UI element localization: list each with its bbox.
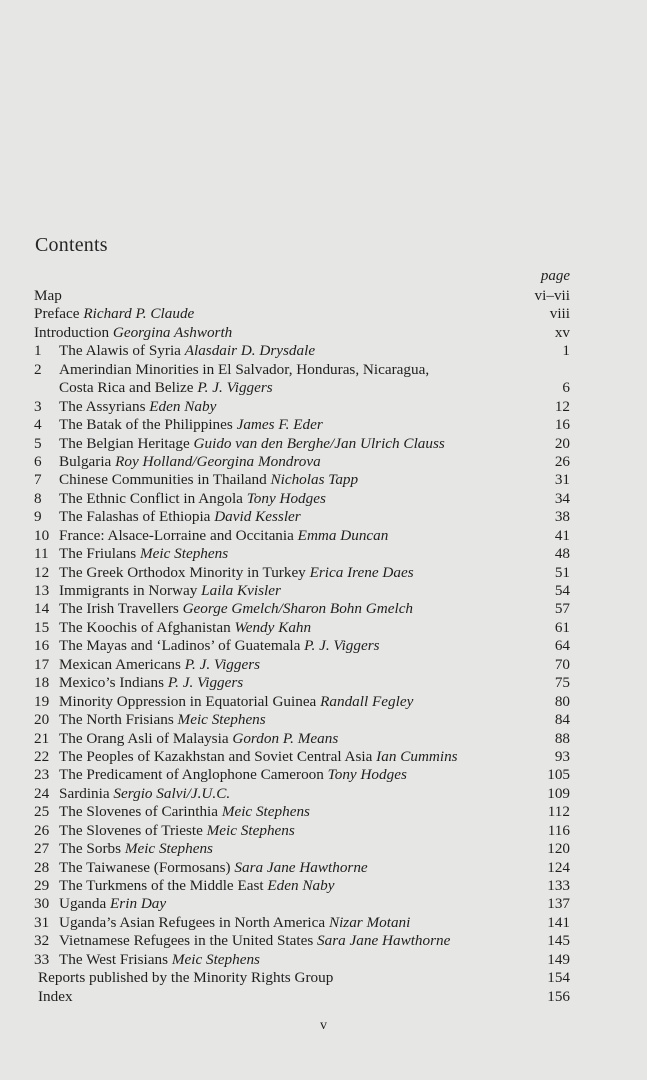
entry-page: 12 — [554, 397, 570, 415]
entry-text — [59, 619, 532, 637]
entry-title: Minority Oppression in Equatorial Guinea — [59, 692, 317, 710]
entry-title: The Falashas of Ethiopia — [59, 508, 211, 526]
entry-title: The North Frisians — [59, 711, 174, 729]
toc-entry — [34, 564, 570, 582]
entry-author: Alasdair D. Drysdale — [184, 342, 316, 360]
entry-page: 133 — [547, 877, 570, 894]
entry-title: The Koochis of Afghanistan — [59, 618, 231, 636]
entry-page: 1 — [562, 342, 570, 360]
chapter-number: 1 — [34, 342, 42, 360]
entry-author: David Kessler — [214, 508, 301, 526]
chapter-number: 8 — [34, 489, 42, 507]
chapter-number: 13 — [34, 582, 50, 599]
toc-entry — [34, 674, 570, 692]
entry-page: 34 — [554, 489, 570, 507]
chapter-number: 23 — [34, 766, 50, 784]
entry-author: Laila Kvisler — [201, 582, 281, 599]
toc-entry — [34, 932, 570, 950]
entry-text — [59, 453, 532, 471]
table-of-contents — [34, 287, 570, 1006]
entry-text — [59, 803, 532, 821]
entry-title: France: Alsace-Lorraine and Occitania — [59, 526, 294, 544]
chapter-number: 6 — [34, 452, 42, 470]
chapter-number: 26 — [34, 821, 50, 839]
entry-title: The Alawis of Syria — [59, 342, 181, 360]
chapter-number: 3 — [34, 397, 42, 415]
toc-entry — [34, 342, 570, 360]
entry-author: P. J. Viggers — [304, 637, 380, 655]
chapter-number: 29 — [34, 877, 50, 894]
entry-title: Introduction — [34, 323, 110, 341]
entry-author: Tony Hodges — [327, 766, 407, 784]
chapter-number: 2 — [34, 360, 42, 378]
entry-text — [59, 471, 532, 489]
chapter-number: 28 — [34, 858, 50, 876]
entry-text — [59, 914, 532, 932]
chapter-number: 21 — [34, 729, 50, 747]
entry-page: 75 — [554, 674, 570, 692]
entry-title: The West Frisians — [59, 950, 169, 968]
entry-page: 124 — [547, 858, 570, 876]
entry-title: The Slovenes of Carinthia — [59, 803, 219, 821]
toc-entry — [34, 766, 570, 784]
entry-title: The Predicament of Anglophone Cameroon — [59, 766, 324, 784]
toc-entry — [34, 305, 570, 323]
entry-author: Meic Stephens — [140, 545, 229, 563]
entry-title: Sardinia — [59, 784, 110, 802]
entry-author: Sergio Salvi/J.U.C. — [113, 784, 231, 802]
entry-title: The Ethnic Conflict in Angola — [59, 489, 243, 507]
entry-author: Richard P. Claude — [83, 305, 195, 323]
entry-page: 70 — [554, 655, 570, 673]
entry-text — [59, 508, 532, 526]
toc-entry — [34, 545, 570, 563]
toc-entry — [34, 951, 570, 969]
chapter-number: 33 — [34, 950, 50, 968]
toc-entry — [34, 914, 570, 932]
entry-title: Costa Rica and Belize — [59, 379, 194, 397]
entry-text — [34, 287, 527, 305]
chapter-number: 16 — [34, 637, 50, 655]
entry-text — [59, 637, 532, 655]
toc-entry — [34, 379, 570, 397]
chapter-number: 11 — [34, 545, 49, 563]
entry-text — [34, 324, 532, 342]
entry-title: The Peoples of Kazakhstan and Soviet Central Asia — [59, 747, 373, 765]
entry-page: 41 — [554, 526, 570, 544]
entry-title: Map — [34, 287, 62, 304]
entry-page: 116 — [547, 821, 570, 839]
chapter-number: 9 — [34, 508, 42, 526]
entry-page: 16 — [554, 416, 570, 434]
toc-entry — [34, 859, 570, 877]
entry-author: Randall Fegley — [320, 692, 414, 710]
toc-entry — [34, 471, 570, 489]
page-number: v — [320, 1018, 327, 1033]
entry-author: Eden Naby — [267, 877, 335, 894]
chapter-number: 14 — [34, 600, 50, 618]
toc-entry — [34, 435, 570, 453]
page-column-label: page — [540, 268, 570, 284]
toc-entry — [34, 895, 570, 913]
entry-author: P. J. Viggers — [184, 655, 261, 673]
entry-title: The Orang Asli of Malaysia — [59, 729, 229, 747]
chapter-number: 4 — [34, 416, 42, 434]
toc-entry — [34, 637, 570, 655]
entry-author: Sara Jane Hawthorne — [234, 858, 368, 876]
toc-entry — [34, 398, 570, 416]
entry-title: The Batak of the Philippines — [59, 416, 233, 434]
entry-text — [38, 969, 532, 987]
chapter-number: 30 — [34, 895, 50, 913]
entry-text — [59, 342, 532, 360]
entry-page: 141 — [547, 913, 570, 931]
entry-author: Erin Day — [110, 895, 167, 913]
entry-page: 54 — [554, 582, 570, 599]
entry-text — [59, 545, 532, 563]
entry-title: The Taiwanese (Formosans) — [59, 858, 231, 876]
entry-author: George Gmelch/Sharon Bohn Gmelch — [182, 600, 414, 618]
toc-entry — [34, 656, 570, 674]
entry-text — [59, 527, 532, 545]
entry-page: vi–vii — [534, 287, 570, 304]
entry-text — [59, 895, 532, 913]
entry-text — [59, 877, 532, 895]
entry-author: Meic Stephens — [124, 840, 213, 858]
entry-page: 64 — [554, 637, 570, 655]
chapter-number: 10 — [34, 526, 50, 544]
entry-text — [59, 730, 532, 748]
chapter-number: 27 — [34, 840, 50, 858]
entry-title: Mexican Americans — [59, 655, 181, 673]
entry-page: 137 — [547, 895, 570, 913]
toc-entry — [34, 600, 570, 618]
entry-page: 26 — [554, 452, 570, 470]
toc-entry — [34, 988, 570, 1006]
toc-entry — [34, 416, 570, 434]
toc-entry — [34, 361, 570, 379]
entry-text — [59, 840, 532, 858]
entry-text — [59, 379, 532, 397]
entry-title: Mexico’s Indians — [59, 674, 165, 692]
entry-title: The Slovenes of Trieste — [59, 821, 203, 839]
entry-text — [34, 305, 532, 323]
entry-title: Bulgaria — [59, 452, 112, 470]
entry-page: 20 — [554, 434, 570, 452]
entry-page: 31 — [554, 471, 570, 489]
entry-author: Sara Jane Hawthorne — [317, 932, 451, 950]
chapter-number: 18 — [34, 674, 50, 692]
entry-text — [59, 859, 532, 877]
entry-page: 80 — [554, 692, 570, 710]
entry-page: 88 — [554, 729, 570, 747]
entry-text — [59, 361, 532, 379]
entry-author: Georgina Ashworth — [112, 323, 233, 341]
entry-page: 51 — [554, 563, 570, 581]
toc-entry — [34, 840, 570, 858]
chapter-number: 25 — [34, 803, 50, 821]
entry-page: 154 — [547, 969, 570, 987]
chapter-number: 31 — [34, 913, 50, 931]
entry-text — [59, 398, 532, 416]
entry-text — [59, 564, 532, 582]
entry-author: Gordon P. Means — [232, 729, 339, 747]
toc-entry — [34, 508, 570, 526]
toc-entry — [34, 822, 570, 840]
entry-title: Reports published by the Minority Rights Group — [38, 969, 334, 987]
entry-page: viii — [549, 305, 570, 323]
chapter-number: 19 — [34, 692, 50, 710]
toc-entry — [34, 527, 570, 545]
toc-entry — [34, 490, 570, 508]
entry-author: Guido van den Berghe/Jan Ulrich Clauss — [193, 434, 445, 452]
toc-entry — [34, 693, 570, 711]
entry-author: P. J. Viggers — [197, 379, 273, 397]
toc-entry — [34, 711, 570, 729]
entry-text — [59, 711, 532, 729]
entry-text — [59, 822, 532, 840]
entry-author: P. J. Viggers — [167, 674, 244, 692]
entry-title: Immigrants in Norway — [59, 582, 198, 599]
entry-title: Vietnamese Refugees in the United States — [59, 932, 314, 950]
entry-author: Meic Stephens — [221, 803, 310, 821]
toc-entry — [34, 748, 570, 766]
entry-author: Nicholas Tapp — [270, 471, 359, 489]
entry-author: Meic Stephens — [177, 711, 266, 729]
entry-page: 93 — [554, 747, 570, 765]
entry-title: Uganda — [59, 895, 107, 913]
toc-entry — [34, 582, 570, 600]
toc-entry — [34, 877, 570, 895]
entry-page: 156 — [547, 987, 570, 1005]
entry-title: The Sorbs — [59, 840, 122, 858]
entry-text — [59, 490, 532, 508]
entry-author: Erica Irene Daes — [309, 563, 414, 581]
entry-text — [59, 748, 532, 766]
entry-author: Emma Duncan — [297, 526, 389, 544]
contents-heading: Contents — [35, 234, 108, 256]
toc-entry — [34, 969, 570, 987]
entry-page: 48 — [554, 545, 570, 563]
entry-author: Eden Naby — [149, 397, 217, 415]
entry-title: The Greek Orthodox Minority in Turkey — [59, 563, 306, 581]
entry-page: 38 — [554, 508, 570, 526]
chapter-number: 17 — [34, 655, 50, 673]
entry-page: 61 — [554, 618, 570, 636]
entry-title: The Assyrians — [59, 397, 146, 415]
entry-page: xv — [554, 323, 570, 341]
entry-text — [38, 988, 532, 1006]
entry-title: Chinese Communities in Thailand — [59, 471, 267, 489]
entry-page: 105 — [547, 766, 570, 784]
entry-page: 109 — [547, 784, 570, 802]
entry-title: The Friulans — [59, 545, 137, 563]
entry-author: James F. Eder — [236, 416, 323, 434]
chapter-number: 7 — [34, 471, 42, 489]
entry-title: Index — [38, 987, 73, 1005]
entry-author: Wendy Kahn — [234, 618, 312, 636]
entry-text — [59, 656, 532, 674]
chapter-number: 20 — [34, 711, 50, 729]
toc-entry — [34, 453, 570, 471]
entry-page: 120 — [547, 840, 570, 858]
entry-text — [59, 674, 532, 692]
toc-entry — [34, 730, 570, 748]
entry-title: The Belgian Heritage — [59, 434, 190, 452]
entry-text — [59, 582, 532, 600]
entry-page: 6 — [562, 379, 570, 397]
entry-page: 149 — [547, 950, 570, 968]
entry-author: Nizar Motani — [328, 913, 411, 931]
entry-title: The Mayas and ‘Ladinos’ of Guatemala — [59, 637, 301, 655]
chapter-number: 15 — [34, 618, 50, 636]
entry-title: The Irish Travellers — [59, 600, 179, 618]
entry-page: 112 — [547, 803, 570, 821]
entry-text — [59, 416, 532, 434]
entry-text — [59, 932, 532, 950]
entry-page: 57 — [554, 600, 570, 618]
entry-author: Tony Hodges — [246, 489, 326, 507]
toc-entry — [34, 324, 570, 342]
toc-entry — [34, 803, 570, 821]
entry-text — [59, 785, 532, 803]
entry-title: Amerindian Minorities in El Salvador, Honduras, Nicaragua, — [59, 360, 430, 378]
chapter-number: 32 — [34, 932, 50, 950]
entry-title: The Turkmens of the Middle East — [59, 877, 264, 894]
entry-author: Meic Stephens — [171, 950, 260, 968]
entry-text — [59, 693, 532, 711]
entry-page: 145 — [547, 932, 570, 950]
entry-text — [59, 435, 532, 453]
chapter-number: 22 — [34, 747, 50, 765]
toc-entry — [34, 619, 570, 637]
entry-page: 84 — [554, 711, 570, 729]
chapter-number: 12 — [34, 563, 50, 581]
entry-author: Ian Cummins — [376, 747, 458, 765]
entry-author: Meic Stephens — [206, 821, 295, 839]
toc-entry — [34, 287, 570, 305]
entry-title: Uganda’s Asian Refugees in North America — [59, 913, 326, 931]
entry-text — [59, 600, 532, 618]
toc-entry — [34, 785, 570, 803]
chapter-number: 24 — [34, 784, 50, 802]
chapter-number: 5 — [34, 434, 42, 452]
entry-title: Preface — [34, 305, 80, 323]
entry-text — [59, 951, 532, 969]
entry-text — [59, 766, 532, 784]
entry-author: Roy Holland/Georgina Mondrova — [115, 452, 321, 470]
